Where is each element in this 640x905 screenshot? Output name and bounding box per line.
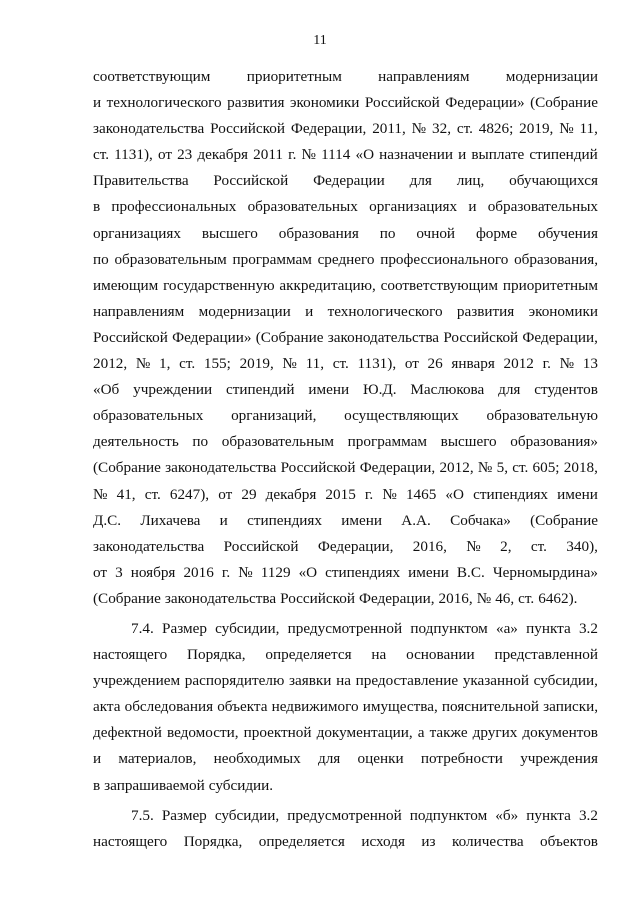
text-line: по образовательным программам среднего профессионального образования, (93, 250, 598, 268)
text-line: акта обследования объекта недвижимого имущества, пояснительной записки, (93, 698, 598, 716)
text-line: (Собрание законодательства Российской Федерации, 2016, № 46, ст. 6462). (93, 589, 578, 607)
text-line: 7.5. Размер субсидии, предусмотренной подпунктом «б» пункта 3.2 (131, 806, 598, 824)
text-line: (Собрание законодательства Российской Федерации, 2012, № 5, ст. 605; 2018, (93, 459, 598, 477)
text-line: «Об учреждении стипендий имени Ю.Д. Маслюкова для студентов (93, 381, 598, 399)
text-line: настоящего Порядка, определяется исходя из количества объектов (93, 832, 598, 850)
text-line: дефектной ведомости, проектной документации, а также других документов (93, 724, 598, 742)
text-line: имеющим государственную аккредитацию, соответствующим приоритетным (93, 276, 598, 294)
text-line: в запрашиваемой субсидии. (93, 776, 274, 794)
text-line: организациях высшего образования по очной форме обучения (93, 224, 598, 242)
text-line: от 3 ноября 2016 г. № 1129 «О стипендиях имени В.С. Черномырдина» (93, 563, 598, 581)
text-line: Российской Федерации» (Собрание законодательства Российской Федерации, (93, 328, 598, 346)
text-line: деятельность по образовательным программам высшего образования» (93, 433, 598, 451)
text-line: ст. 1131), от 23 декабря 2011 г. № 1114 «О назначении и выплате стипендий (93, 146, 598, 164)
text-line: в профессиональных образовательных организациях и образовательных (93, 198, 598, 216)
text-line: № 41, ст. 6247), от 29 декабря 2015 г. № 1465 «О стипендиях имени (93, 485, 598, 503)
text-line: образовательных организаций, осуществляющих образовательную (93, 407, 598, 425)
text-line: законодательства Российской Федерации, 2011, № 32, ст. 4826; 2019, № 11, (93, 120, 598, 138)
document-body (93, 64, 598, 855)
text-line: направлениям модернизации и технологического развития экономики (93, 302, 598, 320)
text-line: и материалов, необходимых для оценки потребности учреждения (93, 750, 598, 768)
text-line: Правительства Российской Федерации для лиц, обучающихся (93, 172, 598, 190)
text-line: 7.4. Размер субсидии, предусмотренной подпунктом «а» пункта 3.2 (131, 619, 598, 637)
paragraph (93, 803, 598, 855)
text-line: Д.С. Лихачева и стипендиях имени А.А. Собчака» (Собрание (93, 511, 598, 529)
text-line: настоящего Порядка, определяется на основании представленной (93, 646, 598, 664)
text-line: учреждением распорядителю заявки на предоставление указанной субсидии, (93, 672, 598, 690)
text-line: соответствующим приоритетным направлениям модернизации (93, 68, 598, 85)
text-line: законодательства Российской Федерации, 2016, № 2, ст. 340), (93, 537, 598, 555)
paragraph (93, 616, 598, 799)
paragraph (93, 64, 598, 612)
text-line: 2012, № 1, ст. 155; 2019, № 11, ст. 1131), от 26 января 2012 г. № 13 (93, 355, 598, 373)
text-line: и технологического развития экономики Российской Федерации» (Собрание (93, 94, 598, 112)
page-number: 11 (313, 33, 327, 48)
